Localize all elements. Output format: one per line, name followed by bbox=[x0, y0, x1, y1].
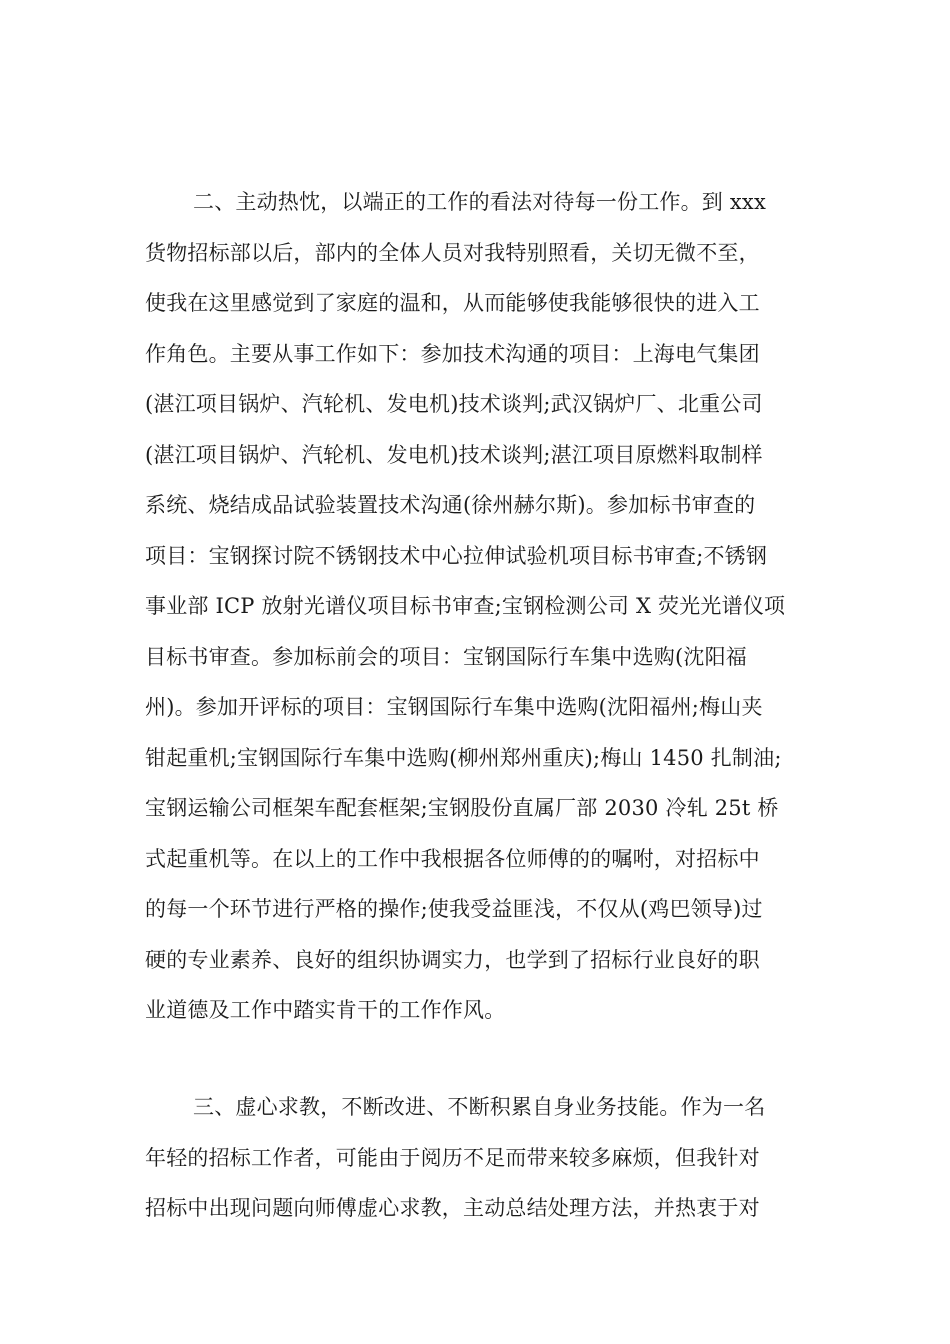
paragraph-line: 二、主动热忱，以端正的工作的看法对待每一份工作。到 xxx bbox=[193, 190, 767, 214]
paragraph-line: 的每一个环节进行严格的操作;使我受益匪浅，不仅从(鸡巴领导)过 bbox=[145, 897, 763, 921]
paragraph-line: 系统、烧结成品试验装置技术沟通(徐州赫尔斯)。参加标书审查的 bbox=[145, 493, 756, 517]
paragraph-line: 招标中出现问题向师傅虚心求教，主动总结处理方法，并热衷于对 bbox=[145, 1196, 760, 1220]
paragraph-line: 三、虚心求教，不断改进、不断积累自身业务技能。作为一名 bbox=[193, 1095, 766, 1119]
paragraph-line: 作角色。主要从事工作如下：参加技术沟通的项目：上海电气集团 bbox=[145, 341, 760, 366]
paragraph-line: 事业部 ICP 放射光谱仪项目标书审查;宝钢检测公司 X 荧光光谱仪项 bbox=[145, 594, 786, 618]
paragraph-line: 年轻的招标工作者，可能由于阅历不足而带来较多麻烦，但我针对 bbox=[145, 1145, 760, 1170]
paragraph-section-three bbox=[145, 1082, 835, 1234]
paragraph-line: 项目：宝钢探讨院不锈钢技术中心拉伸试验机项目标书审查;不锈钢 bbox=[145, 543, 768, 568]
paragraph-line: 货物招标部以后，部内的全体人员对我特别照看，关切无微不至， bbox=[145, 240, 760, 265]
paragraph-line: 目标书审查。参加标前会的项目：宝钢国际行车集中选购(沈阳福 bbox=[145, 644, 747, 669]
paragraph-line: 州)。参加开评标的项目：宝钢国际行车集中选购(沈阳福州;梅山夹 bbox=[145, 695, 763, 719]
paragraph-section-two bbox=[145, 177, 835, 1036]
paragraph-line: 钳起重机;宝钢国际行车集中选购(柳州郑州重庆);梅山 1450 扎制油; bbox=[145, 745, 782, 770]
paragraph-line: 业道德及工作中踏实肯干的工作作风。 bbox=[145, 998, 506, 1022]
paragraph-line: 硬的专业素养、良好的组织协调实力，也学到了招标行业良好的职 bbox=[145, 947, 760, 972]
paragraph-line: 宝钢运输公司框架车配套框架;宝钢股份直属厂部 2030 冷轧 25t 桥 bbox=[145, 796, 779, 820]
paragraph-line: (湛江项目锅炉、汽轮机、发电机)技术谈判;湛江项目原燃料取制样 bbox=[145, 442, 763, 467]
paragraph-line: 使我在这里感觉到了家庭的温和，从而能够使我能够很快的进入工 bbox=[145, 291, 760, 315]
paragraph-line: 式起重机等。在以上的工作中我根据各位师傅的的嘱咐，对招标中 bbox=[145, 846, 760, 871]
paragraph-line: (湛江项目锅炉、汽轮机、发电机)技术谈判;武汉锅炉厂、北重公司 bbox=[145, 392, 763, 416]
